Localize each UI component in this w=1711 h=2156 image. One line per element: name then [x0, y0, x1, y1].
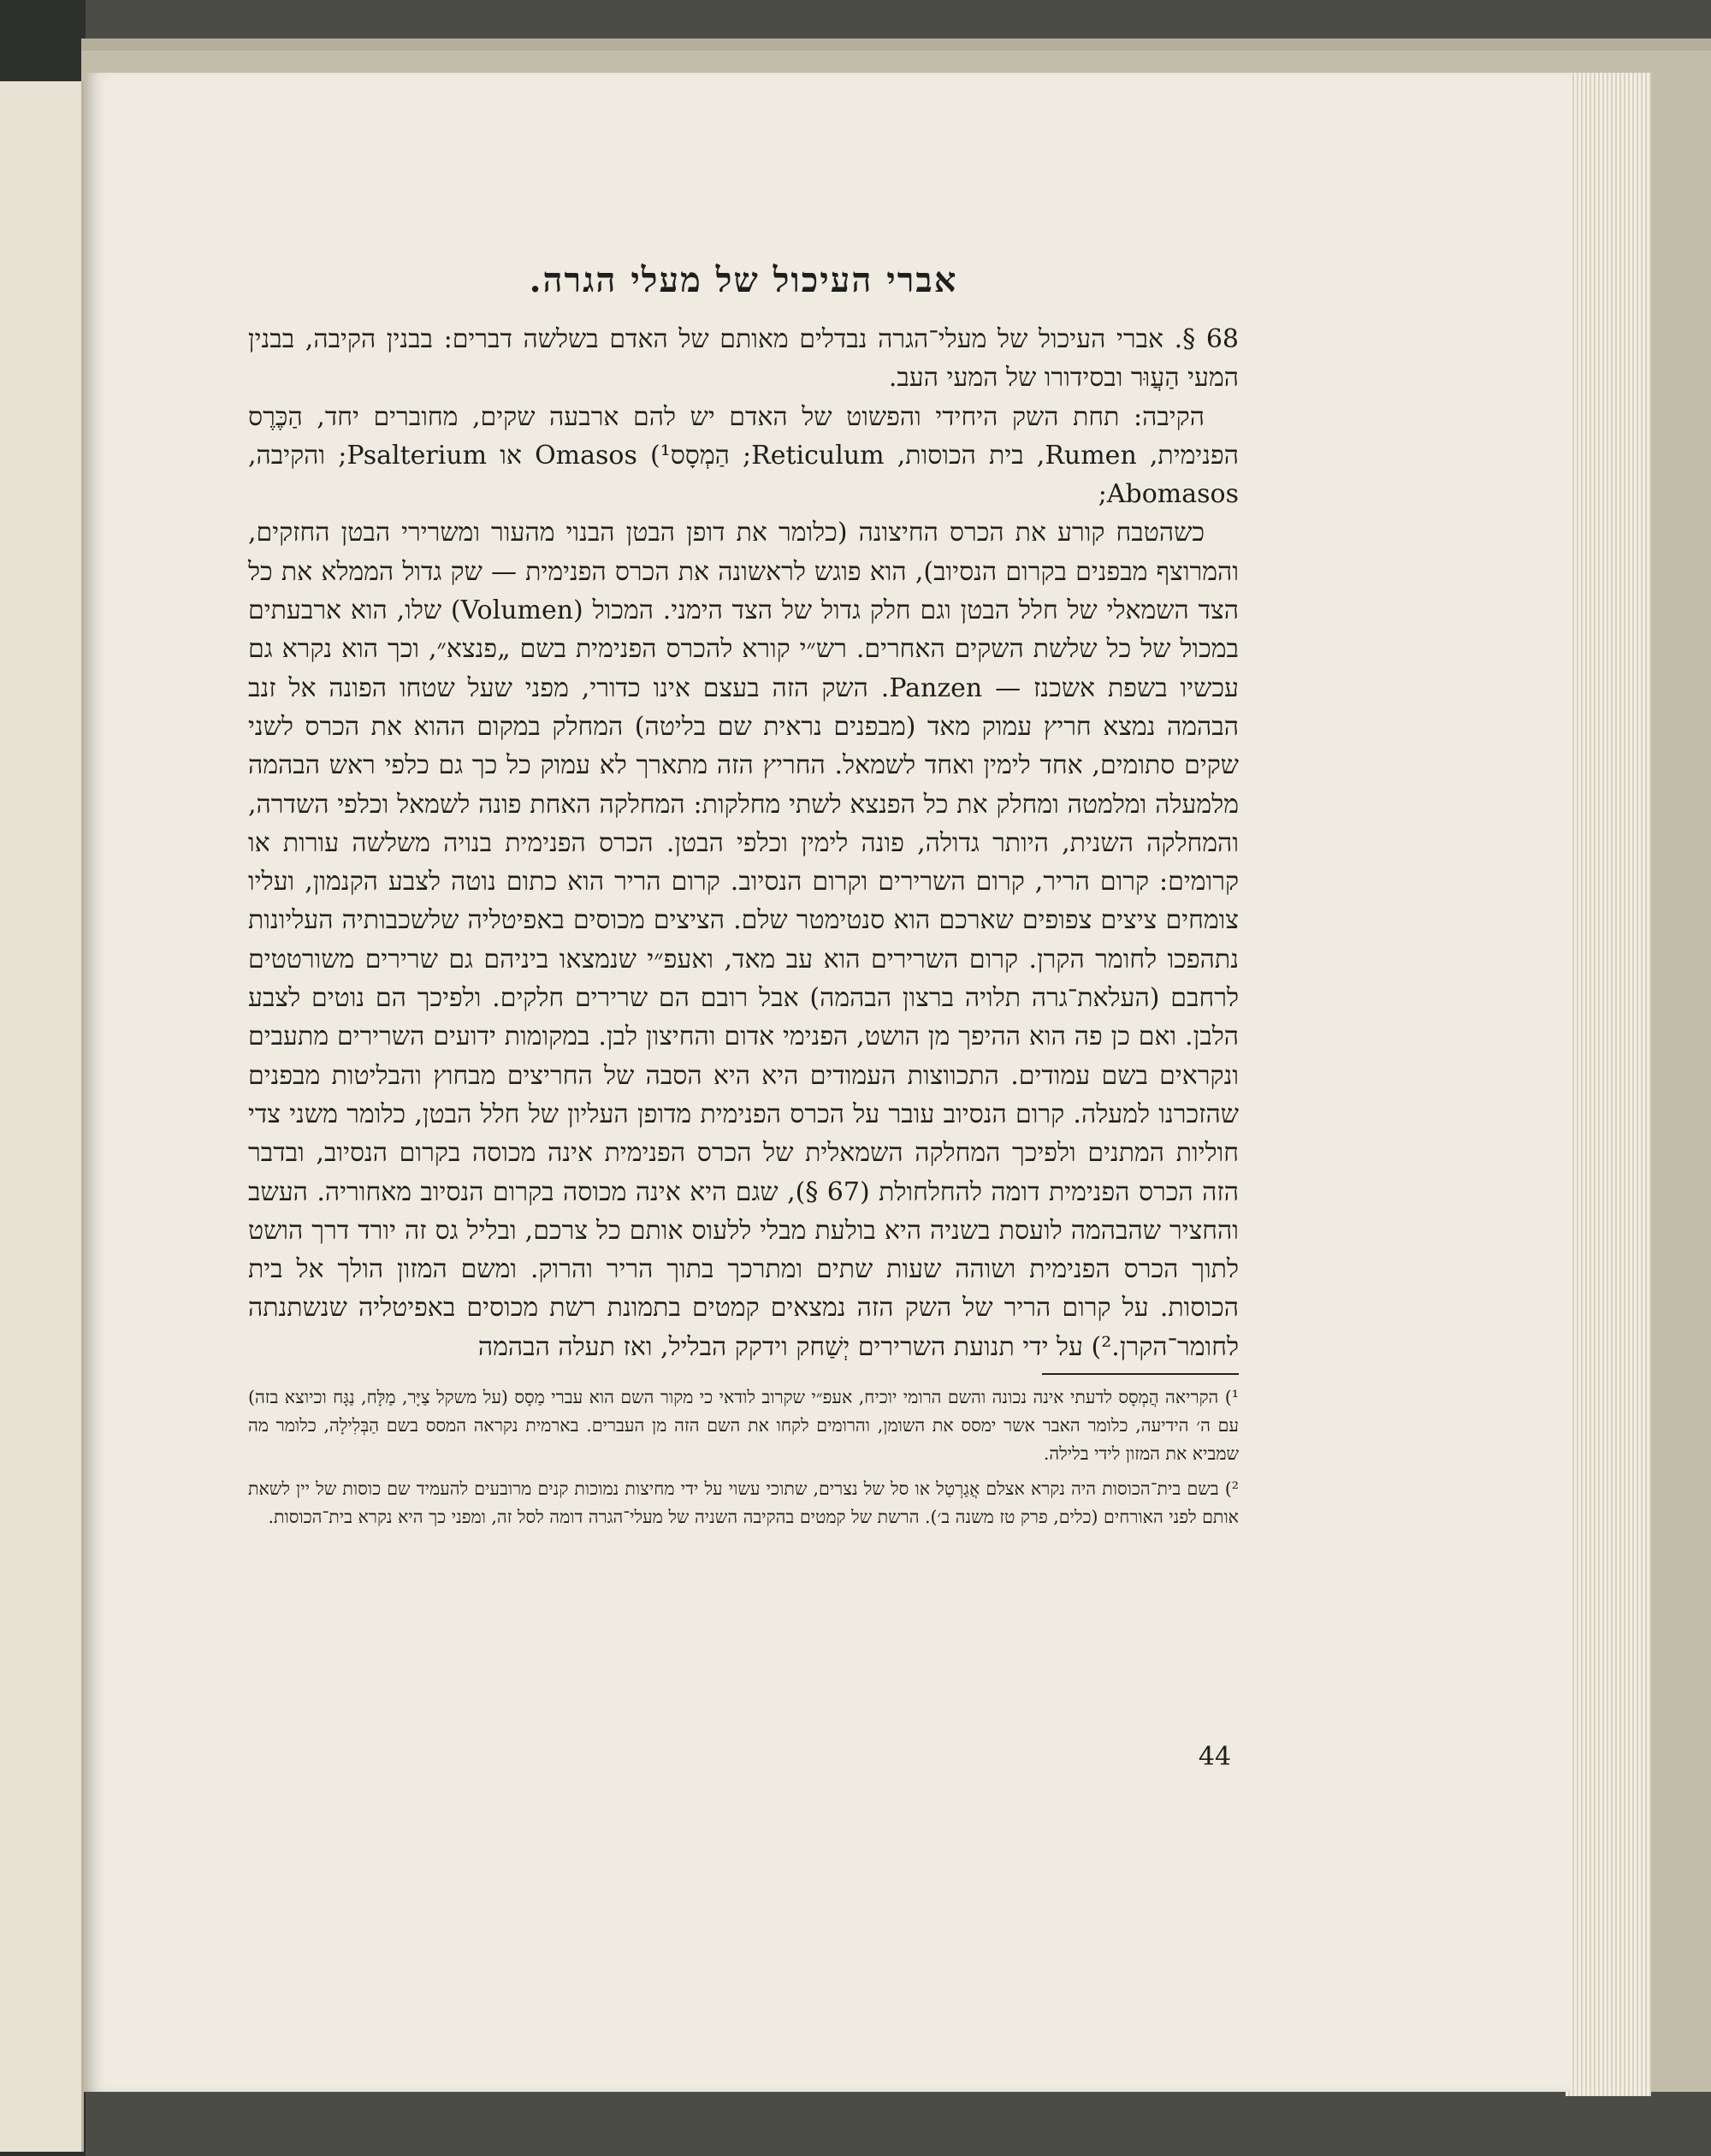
page-number: 44 [1198, 1742, 1232, 1772]
page-text-block [248, 258, 1239, 1538]
section-heading: אברי העיכול של מעלי הגרה. [529, 260, 958, 300]
book-cover-edge [81, 38, 1711, 50]
footnote-divider [1042, 1373, 1239, 1375]
footnote-1: ¹) הקריאה הֲמְסָס לדעתי אינה נכונה והשם הרומי יוכיח, אעפ״י שקרוב לודאי כי מקור השם הוא עברי מַסָס (על משקל צַיָּר, מַלָּח, נַגָּח וכיוצא בזה) עם ה׳ הידיעה, כלומר האבר אשר ימסס את השומן, והרומים לקחו את השם הזה מן העברים. בארמית נקראה המסס בשם הַבְּלִילָה, כלומר מה שמביא את המזון לידי בלילה. [248, 1387, 1239, 1465]
paragraph-rumen: כשהטבח קורע את הכרס החיצונה (כלומר את דופן הבטן הבנוי מהעור ומשרירי הבטן החזקים, והמרוצף מבפנים בקרום הנסיוב), הוא פוגש לראשונה את הכרס הפנימית — שק גדול הממלא את כל הצד השמאלי של חלל הבטן וגם חלק גדול של הצד הימני. המכול (Volumen) שלו, הוא ארבעתים במכול של כל שלשת השקים האחרים. רש״י קורא להכרס הפנימית בשם „פנצא״, וכך הוא נקרא גם עכשיו בשפת אשכנז — Panzen. השק הזה בעצם אינו כדורי, מפני שעל שטחו הפונה אל זנב הבהמה נמצא חריץ עמוק מאד (מבפנים נראית שם בליטה) המחלק במקום ההוא את הכרס לשני שקים סתומים, אחד לימין ואחד לשמאל. החריץ הזה מתארך לא עמוק כל כך גם כלפי ראש הבהמה מלמעלה ומלמטה ומחלק את כל הפנצא לשתי מחלקות: המחלקה האחת פונה לשמאל וכלפי השדרה, והמחלקה השנית, היותר גדולה, פונה לימין וכלפי הבטן. הכרס הפנימית בנויה משלשה עורות או קרומים: קרום הריר, קרום השרירים וקרום הנסיוב. קרום הריר הוא כתום נוטה לצבע הקנמון, ועליו צומחים ציצים צפופים שארכם הוא סנטימטר שלם. הציצים מכוסים באפיטליה שלשכבותיה העליונות נתהפכו לחומר הקרן. קרום השרירים הוא עב מאד, ואעפ״י שנמצאו ביניהם גם שרירים משורטטים לרחבם (העלאת־גרה תלויה ברצון הבהמה) אבל רובם הם שרירים חלקים. ולפיכך הם נוטים לצבע הלבן. ואם כן פה הוא ההיפך מן הושט, הפנימי אדום והחיצון לבן. במקומות ידועים השרירים מתעבים ונקראים בשם עמודים. התכווצות העמודים היא היא הסבה של החריצים מבחוץ והבליטות מבפנים שהזכרנו למעלה. קרום הנסיוב עובר על הכרס הפנימית מדופן העליון של חלל הבטן, כלומר משני צדי חוליות המתנים ולפיכך המחלקה השמאלית של הכרס הפנימית אינה מכוסה בקרום הנסיוב, ובדבר הזה הכרס הפנימית דומה להחלחולת (67 §), שגם היא אינה מכוסה בקרום הנסיוב מאחוריה. העשב והחציר שהבהמה לועסת בשניה היא בולעת מבלי ללעוס אותם כל צרכם, ובליל גס זה יורד דרך הושט לתוך הכרס הפנימית ושוהה שעות שתים ומתרכך בתוך הריר והרוק. ומשם המזון הולך אל בית הכוסות. על קרום הריר של השק הזה נמצאים קמטים בתמונת רשת מכוסים באפיטליה שנשתנתה לחומר־הקרן.²) על ידי תנועת השרירים יְשַׁחק וידקק הבליל, ואז תעלה הבהמה [248, 518, 1240, 1362]
previous-page-edge [0, 81, 84, 2152]
paragraph-intro: 68 §. אברי העיכול של מעלי־הגרה נבדלים מאותם של האדם בשלשה דברים: בבנין הקיבה, בבנין המעי הַעֲוּר ובסידורו של המעי העב. [248, 324, 1239, 394]
footnote-2: ²) בשם בית־הכוסות היה נקרא אצלם אֲגַרְטַל או סל של נצרים, שתוכי עשוי על ידי מחיצות נמוכות קנים מרובעים להעמיד שם כוסות של יין לשאת אותם לפני האורחים (כלים, פרק טז משנה ב׳). הרשת של קמטים בהקיבה השניה של מעלי־הגרה דומה לסל זה, ומפני כך היא נקרא בית־הכוסות. [248, 1478, 1239, 1528]
page-fore-edge [1566, 73, 1651, 2096]
paragraph-stomach: הקיבה: תחת השק היחידי והפשוט של האדם יש להם ארבעה שקים, מחוברים יחד, הַכֶּרֶס הפנימית, Rumen, בית הכוסות, Reticulum; הַמְסָס¹) Omasos או Psalterium; והקיבה, Abomasos; [248, 401, 1239, 510]
